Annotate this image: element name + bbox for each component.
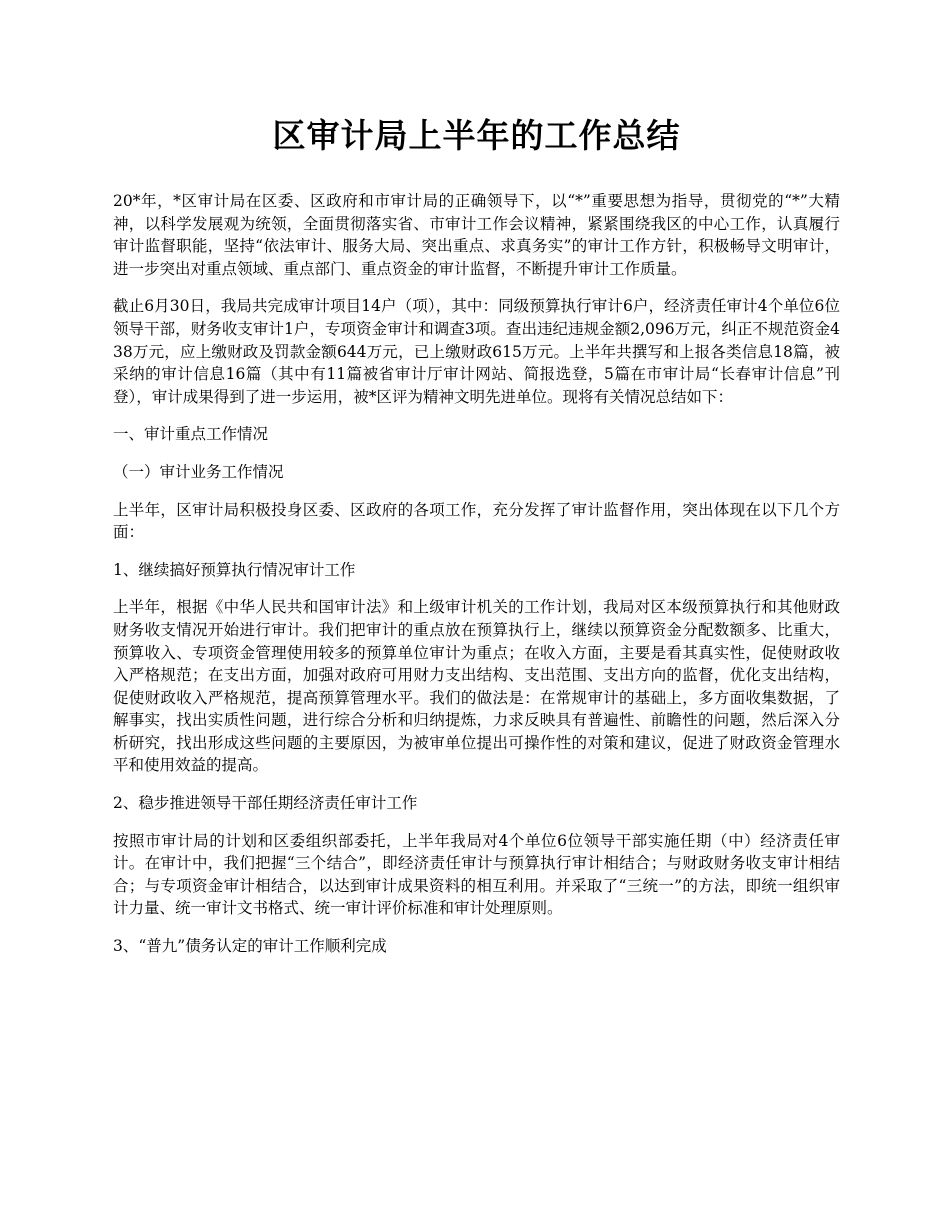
document-page — [113, 112, 840, 973]
intro-paragraph: 20*年，*区审计局在区委、区政府和市审计局的正确领导下，以“*”重要思想为指导，贯彻党的“*”大精神，以科学发展观为统领，全面贯彻落实省、市审计工作会议精神，紧紧围绕我区的中心工作，认真履行审计监督职能，坚持“依法审计、服务大局、突出重点、求真务实”的审计工作方针，积极畅导文明审计，进一步突出对重点领域、重点部门、重点资金的审计监督，不断提升审计工作质量。 — [113, 192, 840, 278]
subsection-heading: （一）审计业务工作情况 — [113, 462, 284, 481]
section-heading: 一、审计重点工作情况 — [113, 425, 269, 444]
budget-audit-paragraph: 上半年，根据《中华人民共和国审计法》和上级审计机关的工作计划，我局对区本级预算执行和其他财政财务收支情况开始进行审计。我们把审计的重点放在预算执行上，继续以预算资金分配数额多、比重大，预算收入、专项资金管理使用较多的预算单位审计为重点；在收入方面，主要是看其真实性，促使财政收入严格规范；在支出方面，加强对政府可用财力支出结构、支出范围、支出方向的监督，优化支出结构，促使财政收入严格规范，提高预算管理水平。我们的做法是：在常规审计的基础上，多方面收集数据，了解事实，找出实质性问题，进行综合分析和归纳提炼，力求反映具有普遍性、前瞻性的问题，然后深入分析研究，找出形成这些问题的主要原因，为被审单位提出可操作性的对策和建议，促进了财政资金管理水平和使用效益的提高。 — [113, 598, 840, 775]
subsection-intro-paragraph: 上半年，区审计局积极投身区委、区政府的各项工作，充分发挥了审计监督作用，突出体现在以下几个方面： — [113, 500, 840, 542]
economic-responsibility-paragraph: 按照市审计局的计划和区委组织部委托，上半年我局对4个单位6位领导干部实施任期（中）经济责任审计。在审计中，我们把握“三个结合”，即经济责任审计与预算执行审计相结合；与财政财务收支审计相结合；与专项资金审计相结合，以达到审计成果资料的相互利用。并采取了“三统一”的方法，即统一组织审计力量、统一审计文书格式、统一审计评价标准和审计处理原则。 — [113, 831, 840, 918]
item-heading-economic-responsibility: 2、稳步推进领导干部任期经济责任审计工作 — [113, 794, 418, 813]
document-title: 区审计局上半年的工作总结 — [272, 116, 681, 155]
item-heading-budget-audit: 1、继续搞好预算执行情况审计工作 — [113, 560, 356, 579]
item-heading-debt-audit: 3、“普九”债务认定的审计工作顺利完成 — [113, 937, 387, 956]
summary-paragraph: 截止6月30日，我局共完成审计项目14户（项），其中：同级预算执行审计6户，经济责任审计4个单位6位领导干部，财务收支审计1户，专项资金审计和调查3项。查出违纪违规金额2,096万元，纠正不规范资金438万元，应上缴财政及罚款金额644万元，已上缴财政615万元。上半年共撰写和上报各类信息18篇，被采纳的审计信息16篇（其中有11篇被省审计厅审计网站、简报选登，5篇在市审计局“长春审计信息”刊登），审计成果得到了进一步运用，被*区评为精神文明先进单位。现将有关情况总结如下： — [113, 297, 840, 406]
